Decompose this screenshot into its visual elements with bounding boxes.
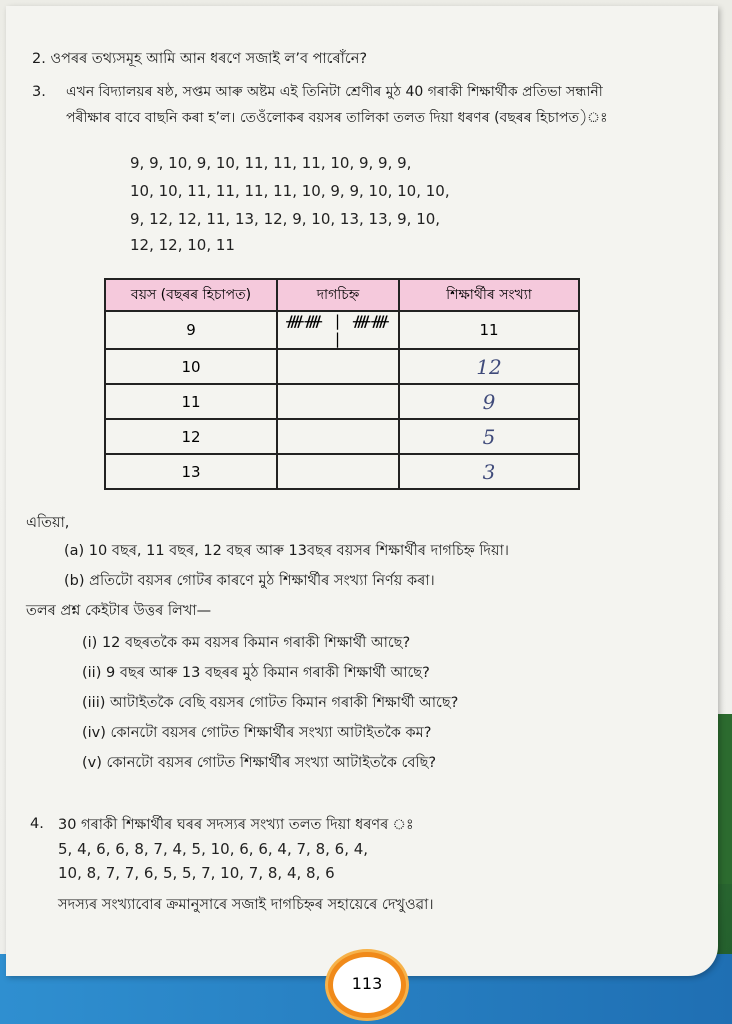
tally-cell: [277, 419, 399, 454]
sub-question-v: (v) কোনটো বয়সৰ গোটত শিক্ষাৰ্থীৰ সংখ্যা আটাইতকৈ বেছি?: [82, 755, 437, 771]
tally-cell: [277, 384, 399, 419]
table-row: [105, 454, 579, 489]
count-cell: 3: [399, 454, 579, 489]
frequency-table: [104, 278, 580, 490]
table-row: [105, 384, 579, 419]
age-cell: 11: [105, 384, 277, 419]
table-header-count: শিক্ষাৰ্থীৰ সংখ্যা: [399, 279, 579, 311]
table-row: [105, 419, 579, 454]
count-cell: 9: [399, 384, 579, 419]
table-header-tally: দাগচিহ্ন: [277, 279, 399, 311]
tally-marks-text: ᚎᚎ | ᚎᚎ |: [286, 312, 390, 348]
ages-row-4: 12, 12, 10, 11: [130, 236, 235, 254]
page-number: 113: [351, 974, 383, 993]
tally-cell: [277, 454, 399, 489]
table-header-row: [105, 279, 579, 311]
question-4-line-2: সদস্যৰ সংখ্যাবোৰ ক্ৰমানুসাৰে সজাই দাগচিহ্নৰ সহায়েৰে দেখুওৱা।: [58, 897, 434, 913]
tally-cell: [277, 311, 399, 349]
page-number-badge: [328, 952, 406, 1018]
now-label: এতিয়া,: [26, 515, 70, 531]
age-cell: 12: [105, 419, 277, 454]
question-4-number: 4.: [30, 816, 44, 832]
task-b: (b) প্ৰতিটো বয়সৰ গোটৰ কাৰণে মুঠ শিক্ষাৰ্থীৰ সংখ্যা নিৰ্ণয় কৰা।: [64, 573, 435, 589]
question-4-data-row-2: 10, 8, 7, 7, 6, 5, 5, 7, 10, 7, 8, 4, 8, 6: [58, 864, 335, 882]
question-3-number: 3.: [32, 84, 46, 100]
ages-row-2: 10, 10, 11, 11, 11, 11, 10, 9, 9, 10, 10, 10,: [130, 182, 450, 200]
task-a: (a) 10 বছৰ, 11 বছৰ, 12 বছৰ আৰু 13বছৰ বয়সৰ শিক্ষাৰ্থীৰ দাগচিহ্ন দিয়া।: [64, 543, 509, 559]
answer-prompt: তলৰ প্ৰশ্ন কেইটাৰ উত্তৰ লিখা—: [26, 603, 212, 619]
count-cell: 5: [399, 419, 579, 454]
question-2: 2. ওপৰৰ তথ্যসমূহ আমি আন ধৰণে সজাই ল’ব পাৰোঁনে?: [32, 51, 368, 67]
question-3-line-2: পৰীক্ষাৰ বাবে বাছনি কৰা হ’ল। তেওঁলোকৰ বয়সৰ তালিকা তলত দিয়া ধৰণৰ (বছৰৰ হিচাপত)ঃ: [66, 110, 608, 126]
question-4-line-1: 30 গৰাকী শিক্ষাৰ্থীৰ ঘৰৰ সদস্যৰ সংখ্যা তলত দিয়া ধৰণৰ ঃ: [58, 817, 414, 833]
sub-question-i: (i) 12 বছৰতকৈ কম বয়সৰ কিমান গৰাকী শিক্ষাৰ্থী আছে?: [82, 635, 411, 651]
table-row: [105, 349, 579, 384]
sub-question-ii: (ii) 9 বছৰ আৰু 13 বছৰৰ মুঠ কিমান গৰাকী শিক্ষাৰ্থী আছে?: [82, 665, 430, 681]
table-header-age: বয়স (বছৰৰ হিচাপত): [105, 279, 277, 311]
question-3-line-1: এখন বিদ্যালয়ৰ ষষ্ঠ, সপ্তম আৰু অষ্টম এই তিনিটা শ্ৰেণীৰ মুঠ 40 গৰাকী শিক্ষাৰ্থীক প্ৰতিভা সন্ধানী: [66, 84, 603, 100]
sub-question-iv: (iv) কোনটো বয়সৰ গোটত শিক্ষাৰ্থীৰ সংখ্যা আটাইতকৈ কম?: [82, 725, 432, 741]
age-cell: 13: [105, 454, 277, 489]
sub-question-iii: (iii) আটাইতকৈ বেছি বয়সৰ গোটত কিমান গৰাকী শিক্ষাৰ্থী আছে?: [82, 695, 459, 711]
count-cell: 12: [399, 349, 579, 384]
age-cell: 9: [105, 311, 277, 349]
age-cell: 10: [105, 349, 277, 384]
ages-row-1: 9, 9, 10, 9, 10, 11, 11, 11, 10, 9, 9, 9,: [130, 154, 412, 172]
ages-row-3: 9, 12, 12, 11, 13, 12, 9, 10, 13, 13, 9, 10,: [130, 210, 441, 228]
textbook-sheet: [6, 6, 718, 976]
table-row: [105, 311, 579, 349]
count-cell: 11: [399, 311, 579, 349]
question-4-data-row-1: 5, 4, 6, 6, 8, 7, 4, 5, 10, 6, 6, 4, 7, 8, 6, 4,: [58, 840, 369, 858]
tally-cell: [277, 349, 399, 384]
